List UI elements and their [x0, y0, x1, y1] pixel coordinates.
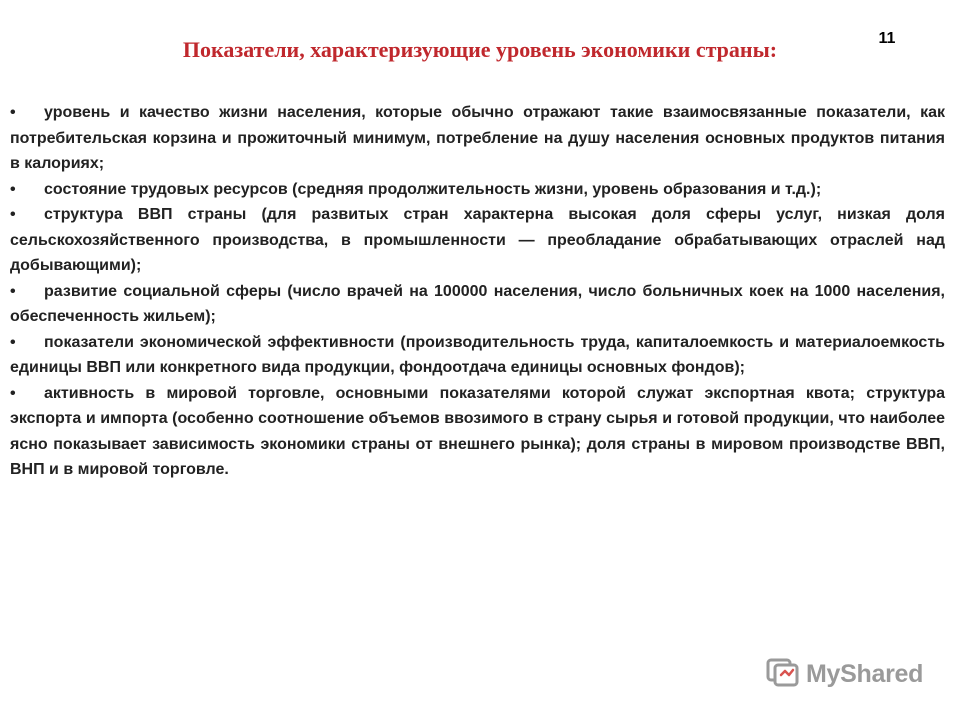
list-item: • структура ВВП страны (для развитых стран характерна высокая доля сферы услуг, низкая доля сельскохозяйственного производства, в промышленности — преобладание обрабатывающих отраслей над добывающими);	[10, 202, 945, 279]
bullet-text: структура ВВП страны (для развитых стран характерна высокая доля сферы услуг, низкая доля сельскохозяйственного производства, в промышленности — преобладание обрабатывающих отраслей над добывающими);	[10, 206, 945, 274]
page-number: 11	[878, 30, 896, 47]
slide-title: Показатели, характеризующие уровень экономики страны:	[182, 37, 778, 62]
list-item: • развитие социальной сферы (число врачей на 100000 населения, число больничных коек на 1000 населения, обеспеченность жильем);	[10, 279, 945, 330]
bullet-text: состояние трудовых ресурсов (средняя продолжительность жизни, уровень образования и т.д.);	[44, 180, 822, 198]
watermark-text: MyShared	[806, 659, 924, 688]
bullet-text: уровень и качество жизни населения, которые обычно отражают такие взаимосвязанные показатели, как потребительская корзина и прожиточный минимум, потребление на душу населения основных продуктов питания в калориях;	[10, 104, 945, 172]
bullet-list	[10, 100, 945, 483]
bullet-text: развитие социальной сферы (число врачей на 100000 населения, число больничных коек на 1000 населения, обеспеченность жильем);	[10, 282, 945, 325]
myshared-logo-icon	[766, 657, 800, 692]
bullet-text: показатели экономической эффективности (производительность труда, капиталоемкость и материалоемкость единицы ВВП или конкретного вида продукции, фондоотдача единицы основных фондов);	[10, 333, 945, 376]
list-item: • активность в мировой торговле, основными показателями которой служат экспортная квота; структура экспорта и импорта (особенно соотношение объемов ввозимого в страну сырья и готовой продукции, что наиболее ясно показывает зависимость экономики страны от внешнего рынка); доля страны в мировом производстве ВВП, ВНП и в мировой торговле.	[10, 381, 945, 483]
bullet-text: активность в мировой торговле, основными показателями которой служат экспортная квота; структура экспорта и импорта (особенно соотношение объемов ввозимого в страну сырья и готовой продукции, что наиболее ясно показывает зависимость экономики страны от внешнего рынка); доля страны в мировом производстве ВВП, ВНП и в мировой торговле.	[10, 384, 945, 478]
list-item: • уровень и качество жизни населения, которые обычно отражают такие взаимосвязанные показатели, как потребительская корзина и прожиточный минимум, потребление на душу населения основных продуктов питания в калориях;	[10, 100, 945, 177]
list-item: • показатели экономической эффективности (производительность труда, капиталоемкость и материалоемкость единицы ВВП или конкретного вида продукции, фондоотдача единицы основных фондов);	[10, 330, 945, 381]
list-item: • состояние трудовых ресурсов (средняя продолжительность жизни, уровень образования и т.д.);	[10, 177, 945, 203]
watermark	[766, 654, 923, 694]
